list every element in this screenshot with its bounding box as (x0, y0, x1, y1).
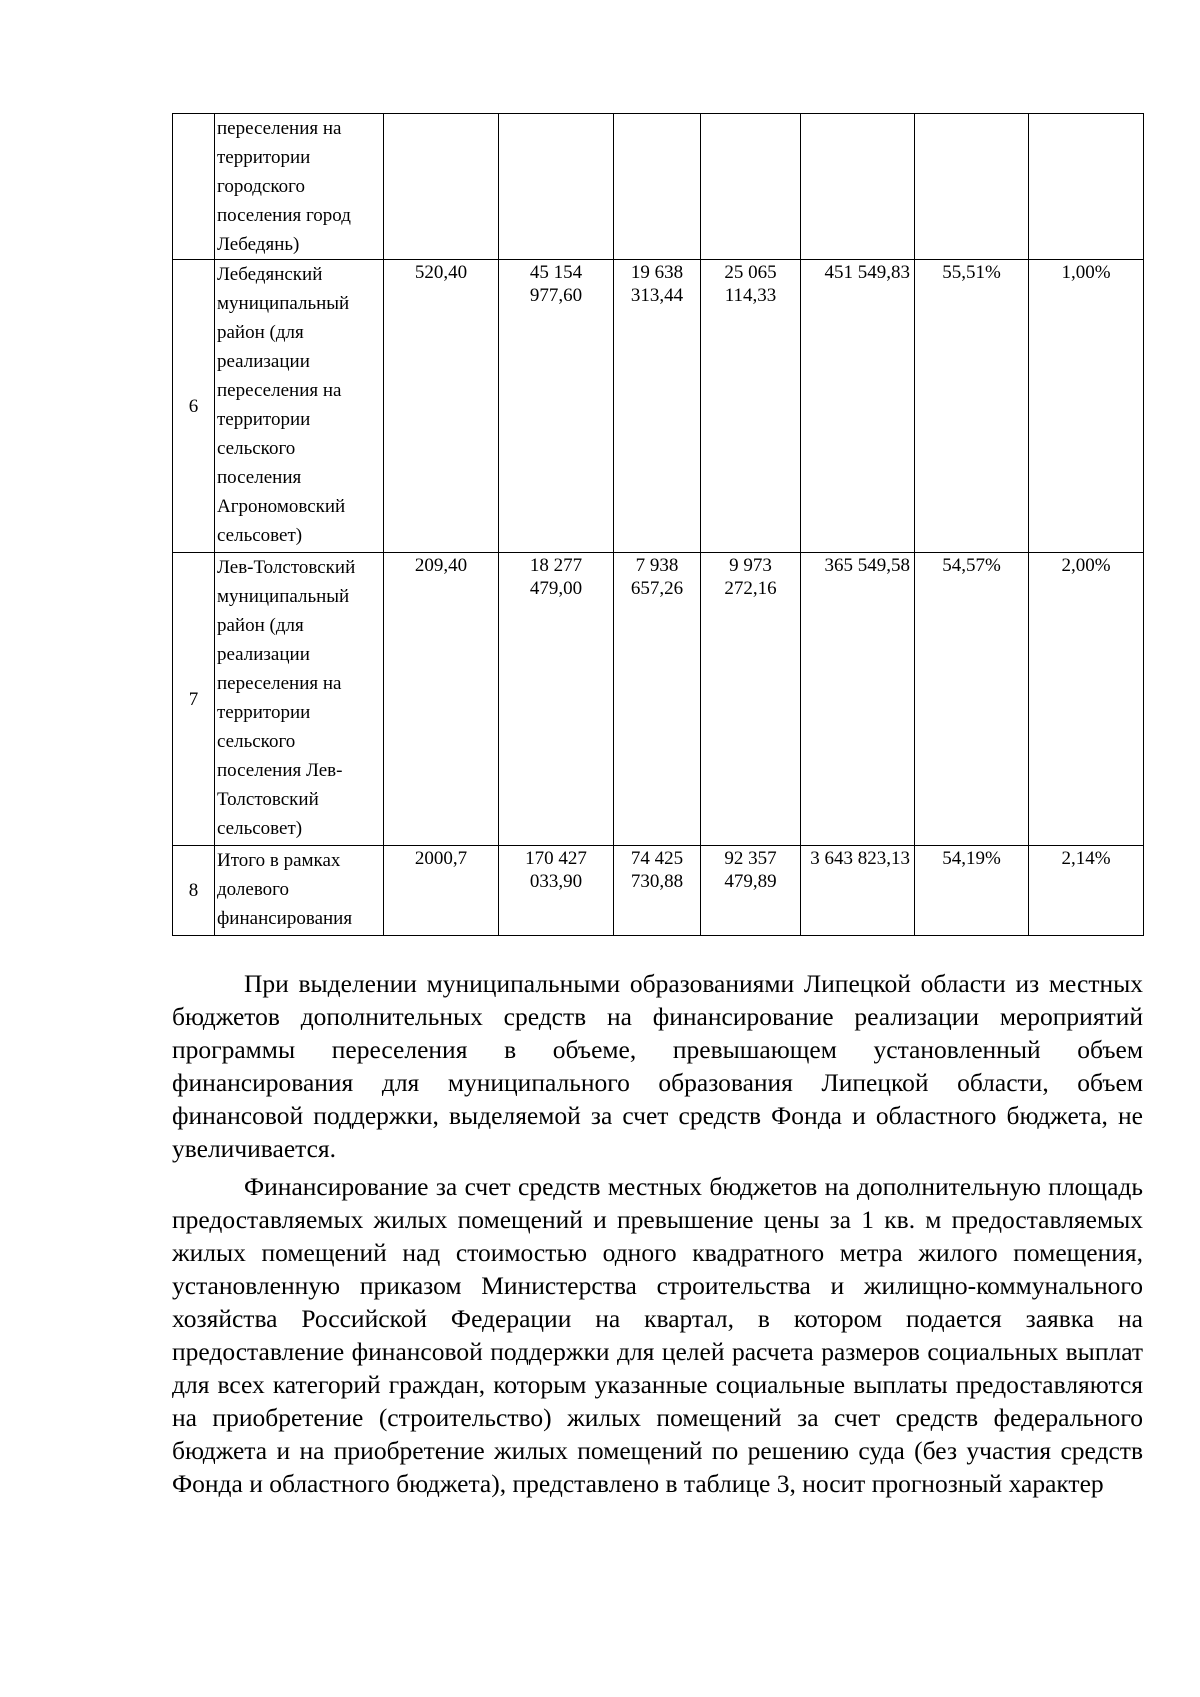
financing-table (172, 113, 1144, 936)
budget-cell: 92 357 479,89 (701, 846, 801, 936)
extra-cell: 2,14% (1029, 846, 1144, 936)
area-cell (384, 114, 499, 260)
body-text (172, 967, 1143, 1500)
row-number: 8 (173, 846, 215, 936)
share-cell: 55,51% (915, 260, 1029, 553)
row-number: 7 (173, 553, 215, 846)
paragraph-1: При выделении муниципальными образованиями Липецкой области из местных бюджетов дополнительных средств на финансирование реализации мероприятий программы переселения в объеме, превышающем установленный объем финансирования для муниципального образования Липецкой области, объем финансовой поддержки, выделяемой за счет средств Фонда и областного бюджета, не увеличивается. (172, 969, 1143, 1163)
table-row (173, 260, 1144, 553)
area-cell: 520,40 (384, 260, 499, 553)
price-cell: 365 549,58 (801, 553, 915, 846)
price-cell: 3 643 823,13 (801, 846, 915, 936)
paragraph-2: Финансирование за счет средств местных бюджетов на дополнительную площадь предоставляемых жилых помещений и превышение цены за 1 кв. м предоставляемых жилых помещений над стоимостью одного квадратного метра жилого помещения, установленную приказом Министерства строительства и жилищно-коммунального хозяйства Российской Федерации на квартал, в котором подается заявка на предоставление финансовой поддержки для целей расчета размеров социальных выплат для всех категорий граждан, которым указанные социальные выплаты предоставляются на приобретение (строительство) жилых помещений за счет средств федерального бюджета и на приобретение жилых помещений по решению суда (без участия средств Фонда и областного бюджета), представлено в таблице 3, носит прогнозный характер (172, 1172, 1143, 1498)
share-cell: 54,19% (915, 846, 1029, 936)
extra-cell: 1,00% (1029, 260, 1144, 553)
row-name: Лебедянский муниципальный район (для реализации переселения на территории сельского поселения Агрономовский сельсовет) (215, 260, 384, 553)
price-cell (801, 114, 915, 260)
row-name: переселения на территории городского поселения город Лебедянь) (215, 114, 384, 260)
table-row (173, 553, 1144, 846)
budget-cell: 9 973 272,16 (701, 553, 801, 846)
share-cell: 54,57% (915, 553, 1029, 846)
share-cell (915, 114, 1029, 260)
table-row (173, 846, 1144, 936)
row-name: Итого в рамках долевого финансирования (215, 846, 384, 936)
total-cell: 18 277 479,00 (499, 553, 614, 846)
budget-cell (701, 114, 801, 260)
table-row (173, 114, 1144, 260)
area-cell: 209,40 (384, 553, 499, 846)
fund-cell: 19 638 313,44 (614, 260, 701, 553)
row-number (173, 114, 215, 260)
fund-cell (614, 114, 701, 260)
price-cell: 451 549,83 (801, 260, 915, 553)
total-cell: 45 154 977,60 (499, 260, 614, 553)
total-cell (499, 114, 614, 260)
fund-cell: 74 425 730,88 (614, 846, 701, 936)
extra-cell (1029, 114, 1144, 260)
row-number: 6 (173, 260, 215, 553)
row-name: Лев-Толстовский муниципальный район (для реализации переселения на территории сельского поселения Лев- Толстовский сельсовет) (215, 553, 384, 846)
budget-cell: 25 065 114,33 (701, 260, 801, 553)
fund-cell: 7 938 657,26 (614, 553, 701, 846)
total-cell: 170 427 033,90 (499, 846, 614, 936)
area-cell: 2000,7 (384, 846, 499, 936)
extra-cell: 2,00% (1029, 553, 1144, 846)
